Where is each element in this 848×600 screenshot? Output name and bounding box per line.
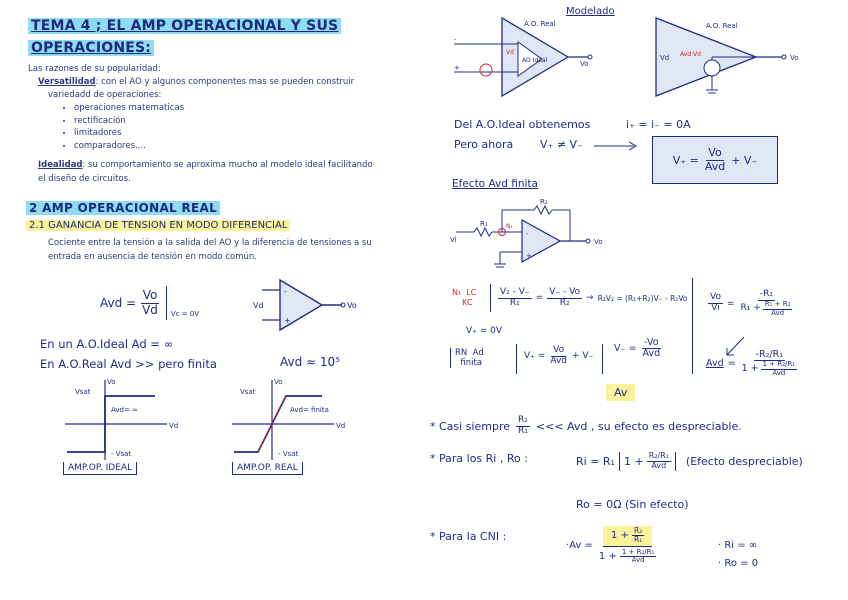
avd-big-den-frac <box>761 361 797 377</box>
svg-text:-: - <box>526 230 529 238</box>
cni-equation <box>566 526 658 565</box>
real-line: En A.O.Real Avd >> pero finita <box>40 357 217 371</box>
graph-ideal-avd: Avd= ∞ <box>111 406 138 414</box>
result-lhs-frac <box>708 293 723 314</box>
modelado-vd-2: Vd <box>660 54 670 62</box>
brace-2 <box>516 344 519 374</box>
idealidad-text1: : su comportamiento se aproxima mucho al modelo ideal facilitando <box>82 160 373 170</box>
avd-big-num: -R₂/R₁ <box>755 349 784 360</box>
svg-text:+: + <box>454 64 460 72</box>
avd-big: Avd <box>706 358 724 370</box>
versatilidad-line2: variedadd de operaciones: <box>48 90 162 100</box>
modelado-ao-ideal: AO Ideal <box>522 57 548 64</box>
opamp-diagram-small <box>250 276 360 334</box>
vminus-equation <box>614 338 662 360</box>
ideal-line: En un A.O.Ideal Ad = ∞ <box>40 337 174 351</box>
title-line2: OPERACIONES: <box>28 40 154 56</box>
graph-real-avd: Avd= finita <box>290 406 329 414</box>
box-den: Avd <box>704 159 726 173</box>
vminus-frac <box>641 338 663 360</box>
arrow-icon <box>592 140 640 152</box>
lc-label-text: N₁ LC KC <box>452 288 477 307</box>
sec21-text1: Cociente entre la tensión a la salida del AO y la diferencia de tensiones a su <box>48 238 372 248</box>
casi-frac <box>516 416 530 437</box>
cni-ri: · Ri = ∞ <box>718 540 758 551</box>
graph-ideal-vd: Vd <box>169 422 179 430</box>
kcl-frac1 <box>498 288 532 309</box>
graph-real <box>222 372 352 472</box>
ri-br-a: 1 + <box>623 454 644 468</box>
bullet-item: • rectificación <box>74 115 184 128</box>
section-21-title: 2.1 GANANCIA DE TENSION EN MODO DIFERENCIAL <box>26 220 290 231</box>
graph-real-neg-vsat: - Vsat <box>278 450 299 458</box>
ri-br-num: R₂/R₁ <box>648 451 669 460</box>
avd-formula-lhs: Avd = <box>100 296 137 310</box>
rn-label <box>450 348 484 368</box>
box-num: Vo <box>708 146 722 160</box>
cni-num <box>603 526 652 547</box>
para-cni: * Para la CNI : <box>430 530 507 543</box>
box-fraction <box>703 147 727 172</box>
result-num: -R₂ <box>759 289 774 299</box>
modelado-circuit-ideal <box>440 14 600 100</box>
separator-line <box>692 278 695 374</box>
result-equation: $\frac{Vo}{Vi}$ = -R₂ R₁ + $\frac{\text{R₁ + R₂}}{\text{Avd}}$ <box>708 290 794 317</box>
avd-formula-fraction <box>140 289 160 316</box>
cni-frac <box>597 526 658 565</box>
versatilidad-text1: : con el AO y algunos componentes mas se pueden construir <box>95 77 355 87</box>
vplus-frac <box>548 346 569 367</box>
modelado-vo-1: Vo <box>580 60 589 68</box>
result-den <box>739 301 795 317</box>
section-21-heading <box>26 220 290 231</box>
cni-ro: · Ro = 0 <box>718 558 759 569</box>
opamp-small-vo: Vo <box>347 301 357 310</box>
vminus-den: Avd <box>642 348 661 360</box>
svg-text:+: + <box>284 316 291 325</box>
result-frac <box>739 290 795 317</box>
line2-a: Pero ahora <box>454 138 514 151</box>
av-label: Av <box>606 384 635 401</box>
casi-num: R₂ <box>518 415 528 425</box>
modelado-vo-2: Vo <box>790 54 799 62</box>
cni-den-c: Avd <box>631 556 645 565</box>
title-line1: TEMA 4 ; EL AMP OPERACIONAL Y SUS <box>28 18 341 34</box>
ri-equation <box>576 452 803 471</box>
graph-real-vo: Vo <box>274 378 283 386</box>
vminus-lhs: V₋ = <box>614 343 637 355</box>
result-den-c: Avd <box>771 308 785 317</box>
box-rhs: + V₋ <box>731 153 758 167</box>
brace <box>488 284 491 312</box>
ri-eq: Ri = R₁ <box>576 454 615 468</box>
vplus-lhs: V₊ = <box>524 351 546 362</box>
cni-num-frac <box>632 527 644 545</box>
graph-real-vd: Vd <box>336 422 346 430</box>
section-2-title: 2 AMP OPERACIONAL REAL <box>26 201 220 215</box>
page-title-2 <box>28 40 154 56</box>
opamp-small-vd: Vd <box>253 301 264 310</box>
efecto-circuit <box>444 196 614 272</box>
casi-line <box>430 416 742 437</box>
page-title <box>28 18 341 34</box>
modelado-avd-vd: Avd·Vd <box>680 51 701 58</box>
svg-text:+: + <box>526 252 532 260</box>
graph-ideal <box>55 372 185 472</box>
efecto-r1: R₁ <box>480 220 488 228</box>
ri-bracket <box>619 452 676 471</box>
cni-num-c: R₁ <box>633 535 643 545</box>
idealidad-line1 <box>38 160 373 170</box>
idealidad-label: Idealidad <box>38 160 83 170</box>
sec21-text2: entrada en ausencia de tensión en modo común. <box>48 252 257 262</box>
kcl-rest: R₂V₂ = (R₁+R₂)V₋ - R₁Vo <box>597 293 688 303</box>
ri-br-frac <box>647 452 671 471</box>
graph-ideal-vo: Vo <box>107 378 116 386</box>
ri-note: (Efecto despreciable) <box>685 454 803 468</box>
kcl-den1: R₁ <box>509 297 520 308</box>
intro-text: Las razones de su popularidad: <box>28 64 161 74</box>
graph-ideal-neg-vsat: - Vsat <box>111 450 132 458</box>
avd-formula <box>100 286 199 320</box>
vplus-rhs: + V₋ <box>571 351 594 362</box>
ro-eq: Ro = 0Ω (Sin efecto) <box>576 498 689 511</box>
avd-big-den <box>740 361 800 377</box>
graph-ideal-label: AMP.OP. IDEAL <box>63 462 137 475</box>
result-lhs-num: Vo <box>710 292 721 303</box>
cni-num-a: 1 + <box>611 530 629 542</box>
avd-big-frac <box>740 350 800 378</box>
highlight-box <box>652 136 778 184</box>
vplus-num: Vo <box>553 345 565 355</box>
line1-a: Del A.O.Ideal obtenemos <box>454 118 591 131</box>
bullet-item: • comparadores.... <box>74 140 184 153</box>
vplus-den: Avd <box>550 355 567 366</box>
kcl-num1: V₂ - V₋ <box>500 287 530 297</box>
svg-text:-: - <box>454 36 457 44</box>
idealidad-line2: el diseño de circuitos. <box>38 174 131 184</box>
graph-real-vsat: Vsat <box>240 388 256 396</box>
avd-result: Avd = -R₂/R₁ 1 + $\frac{\text{1 + R₂/R₁}}{\text{Avd}}$ <box>706 350 799 378</box>
para-ri: * Para los Ri , Ro : <box>430 452 528 465</box>
avd-big-den-b: 1 + R₂/R₁ <box>762 360 796 369</box>
graph-ideal-vsat: Vsat <box>75 388 91 396</box>
avd-formula-cond: Vc = 0V <box>170 310 200 318</box>
rn-label-text: RN Ad finita <box>455 348 484 368</box>
cni-den-frac <box>620 549 656 565</box>
result-den-a: R₁ + <box>740 303 761 314</box>
efecto-r2: R₂ <box>540 198 548 206</box>
svg-text:-: - <box>284 287 287 296</box>
avd-formula-num: Vo <box>142 288 158 303</box>
brace-3 <box>602 344 605 374</box>
graph-real-label: AMP.OP. REAL <box>232 462 303 475</box>
kcl-frac2 <box>547 288 582 309</box>
section-2-heading <box>26 201 220 215</box>
efecto-nudo: N₁ <box>506 223 513 230</box>
avd-big-den-a: 1 + <box>741 363 759 375</box>
modelado-title: Modelado <box>566 6 615 17</box>
line1-b: i₊ = i₋ = 0A <box>626 118 691 131</box>
cni-lhs: ·Av = <box>566 539 593 551</box>
result-den-frac <box>763 301 793 317</box>
bullet-item: • limitadores <box>74 127 184 140</box>
avd-big-den-c: Avd <box>772 369 786 378</box>
avd-formula-den: Vd <box>142 302 158 317</box>
lc-label <box>452 288 476 308</box>
versatilidad-line1 <box>38 77 354 87</box>
modelado-ao-real-1: A.O. Real <box>524 20 556 28</box>
bullet-list <box>60 102 184 152</box>
kcl-equation: $\frac{\text{V₂ - V₋}}{\text{R₁}}$ = $\frac{V_- - Vo}{\text{R₂}}$ → R₂V₂ = (R₁+R₂)V₋ - R₁Vo <box>500 287 688 308</box>
result-den-b: R₁ + R₂ <box>764 299 791 308</box>
line2-b: V₊ ≠ V₋ <box>540 138 583 151</box>
versatilidad-label: Versatilidad <box>38 77 96 87</box>
kcl-den2: R₂ <box>559 297 570 308</box>
ri-br-den: Avd <box>651 460 667 470</box>
box-lhs: V₊ = <box>672 153 699 167</box>
modelado-ao-real-2: A.O. Real <box>706 22 738 30</box>
modelado-vd-1: Vd <box>506 49 514 56</box>
casi-a: * Casi siempre <box>430 419 511 433</box>
vplus-equation <box>524 346 593 367</box>
cni-den <box>597 547 658 565</box>
vminus-num: -Vo <box>644 337 659 348</box>
efecto-vo: Vo <box>594 238 603 246</box>
bullet-item: • operaciones matematicas <box>74 102 184 115</box>
efecto-title: Efecto Avd finita <box>452 178 538 190</box>
cni-num-b: R₂ <box>633 526 643 535</box>
efecto-vi: Vi <box>450 236 457 244</box>
kcl-num2: V₋ - Vo <box>549 287 581 297</box>
casi-b: <<< Avd , su efecto es despreciable. <box>535 419 742 433</box>
cni-den-a: 1 + <box>598 551 617 563</box>
casi-den: R₁ <box>518 425 528 436</box>
v-plus-zero: V₊ = 0V <box>466 326 503 336</box>
real-approx: Avd ≈ 10⁵ <box>280 355 340 369</box>
modelado-circuit-model <box>636 14 806 104</box>
result-lhs-den: Vi <box>711 303 720 314</box>
cni-den-b: 1 + R₂/R₁ <box>621 547 655 556</box>
